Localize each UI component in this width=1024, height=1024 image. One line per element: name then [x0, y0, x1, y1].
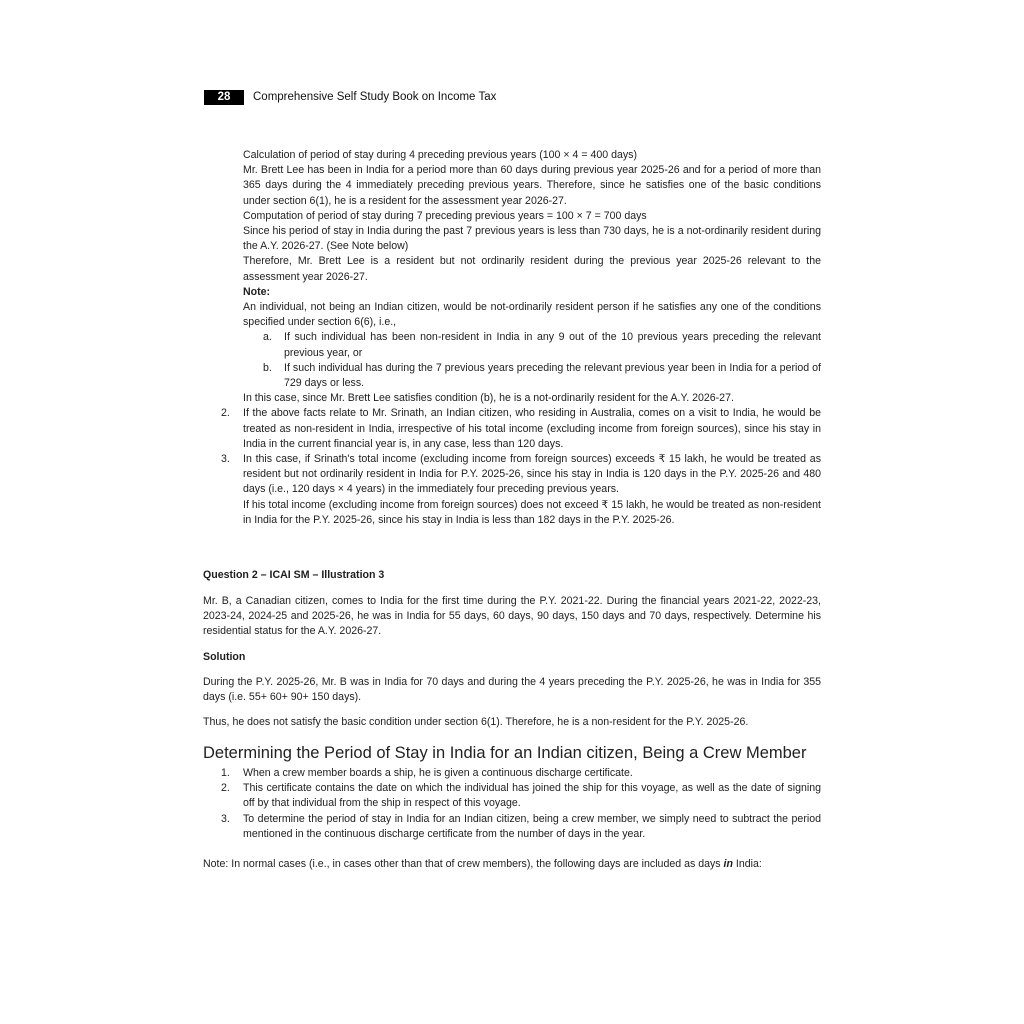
paragraph: If his total income (excluding income from foreign sources) does not exceed ₹ 15 lakh, he would be treated as non-resident in India for the P.Y. 2025-26, since his stay in India is less than 182 days in the P.Y. 2025-26.	[243, 498, 821, 526]
condition-text: If such individual has been non-resident in India in any 9 out of the 10 previous years preceding the relevant previous year, or	[284, 331, 821, 359]
page-header	[204, 89, 496, 105]
list-item-text: If the above facts relate to Mr. Srinath, an Indian citizen, who residing in Australia, comes on a visit to India, he would be treated as non-resident in India, irrespective of his total income (excluding income from foreign sources), since his stay in India in the current financial year is, in any case, less than 120 days.	[243, 407, 821, 450]
condition-text: If such individual has during the 7 previous years preceding the relevant previous year been in India for a period of 729 days or less.	[284, 361, 821, 390]
section-heading: Determining the Period of Stay in India for an Indian citizen, Being a Crew Member	[203, 744, 807, 762]
condition-b	[263, 361, 821, 391]
list-marker: 2.	[221, 782, 230, 795]
list-item-text: This certificate contains the date on which the individual has joined the ship for this voyage, as well as the date of signing off by that individual from the ship in respect of this voyage.	[243, 782, 821, 810]
book-title: Comprehensive Self Study Book on Income Tax	[253, 91, 497, 103]
note-text-end: India:	[732, 858, 762, 870]
list-marker: a.	[263, 331, 272, 344]
list-item	[221, 406, 821, 452]
list-item	[221, 766, 821, 781]
paragraph: Mr. Brett Lee has been in India for a period more than 60 days during previous year 2025-26 and for a period of more than 365 days during the 4 immediately preceding previous years. Therefore, since he satisfies one of the basic conditions under section 6(1), he is a resident for the assessment year 2026-27.	[243, 164, 821, 207]
condition-a	[263, 330, 821, 360]
note-text: Note: In normal cases (i.e., in cases other than that of crew members), the following days are included as days	[203, 858, 724, 870]
paragraph: Since his period of stay in India during the past 7 previous years is less than 730 days, he is a not-ordinarily resident during the A.Y. 2026-27. (See Note below)	[243, 225, 821, 253]
list-marker: 1.	[221, 767, 230, 779]
question-title: Question 2 – ICAI SM – Illustration 3	[203, 569, 385, 581]
solution-paragraph: During the P.Y. 2025-26, Mr. B was in India for 70 days and during the 4 years preceding the P.Y. 2025-26, he was in India for 355 days (i.e. 55+ 60+ 90+ 150 days).	[203, 676, 821, 704]
paragraph: Therefore, Mr. Brett Lee is a resident but not ordinarily resident during the previous year 2025-26 relevant to the assessment year 2026-27.	[243, 255, 821, 283]
list-item-text: In this case, if Srinath's total income (excluding income from foreign sources) exceeds ₹ 15 lakh, he would be treated as resident but not ordinarily resident in India for P.Y. 2025-26, since his stay in India is 120 days in the P.Y. 2025-26 and 480 days (i.e., 120 days × 4 years) in the immediately four preceding previous years.	[243, 453, 821, 496]
list-marker: 2.	[221, 407, 230, 420]
note-label: Note:	[243, 285, 271, 298]
list-item	[221, 781, 821, 811]
paragraph: Calculation of period of stay during 4 preceding previous years (100 × 4 = 400 days)	[243, 149, 637, 161]
solution-label: Solution	[203, 651, 246, 663]
list-item-text: When a crew member boards a ship, he is given a continuous discharge certificate.	[243, 767, 633, 779]
list-marker: 3.	[221, 812, 230, 825]
solution-paragraph: Thus, he does not satisfy the basic condition under section 6(1). Therefore, he is a non-resident for the P.Y. 2025-26.	[203, 716, 749, 728]
crew-note	[203, 857, 821, 872]
note-emphasis: in	[723, 858, 733, 870]
list-item	[221, 812, 821, 842]
list-item	[221, 452, 821, 498]
paragraph: In this case, since Mr. Brett Lee satisfies condition (b), he is a not-ordinarily resident for the A.Y. 2026-27.	[243, 392, 734, 405]
list-marker: b.	[263, 361, 272, 374]
note-text: An individual, not being an Indian citizen, would be not-ordinarily resident person if he satisfies any one of the conditions specified under section 6(6), i.e.,	[243, 301, 821, 329]
paragraph: Computation of period of stay during 7 preceding previous years = 100 × 7 = 700 days	[243, 209, 647, 222]
solution-block	[221, 148, 821, 528]
page-number: 28	[204, 90, 244, 105]
crew-list	[221, 766, 821, 842]
question-text: Mr. B, a Canadian citizen, comes to India for the first time during the P.Y. 2021-22. During the financial years 2021-22, 2022-23, 2023-24, 2024-25 and 2025-26, he was in India for 55 days, 60 days, 90 days, 150 days and 70 days, respectively. Determine his residential status for the A.Y. 2026-27.	[203, 595, 821, 638]
list-item-text: To determine the period of stay in India for an Indian citizen, being a crew member, we simply need to subtract the period mentioned in the continuous discharge certificate from the number of days in the year.	[243, 812, 821, 840]
list-marker: 3.	[221, 453, 230, 466]
